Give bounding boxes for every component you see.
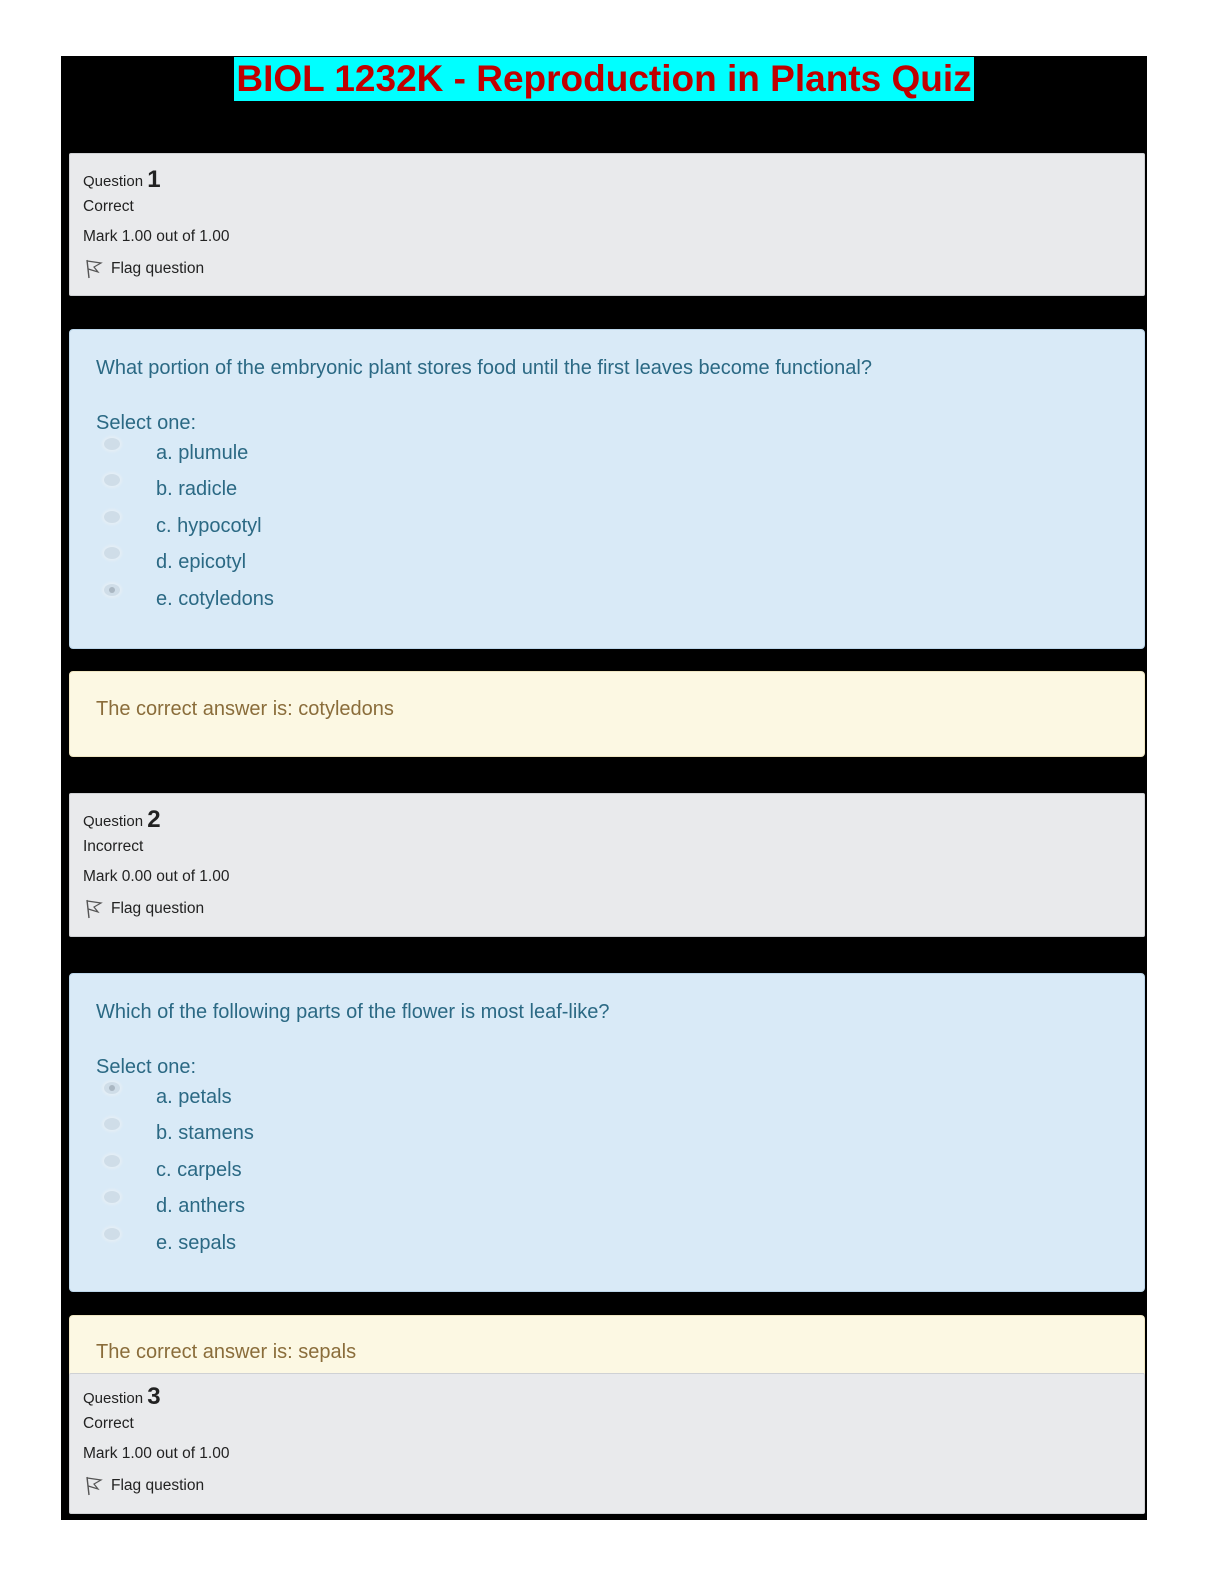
answer-radio[interactable] (104, 1191, 120, 1203)
question-grade: Mark 1.00 out of 1.00 (83, 1445, 230, 1462)
flag-question-link[interactable] (83, 892, 1131, 926)
question-number-line (83, 806, 1131, 832)
flag-label[interactable]: Flag question (111, 260, 205, 277)
question-label: Question (83, 813, 144, 830)
question-feedback-1 (69, 671, 1145, 757)
answer-options (96, 1085, 1118, 1267)
question-grade: Mark 0.00 out of 1.00 (83, 868, 230, 885)
question-label: Question (83, 173, 144, 190)
flag-icon (85, 1476, 103, 1496)
answer-option-label[interactable]: a. petals (156, 1086, 232, 1108)
question-text: Which of the following parts of the flower is most leaf-like? (96, 1001, 610, 1023)
quiz-page (61, 56, 1147, 1520)
question-number-line (83, 1383, 1131, 1409)
flag-label[interactable]: Flag question (111, 1477, 205, 1494)
flag-icon (85, 259, 103, 279)
answer-radio[interactable] (104, 438, 120, 450)
answer-option[interactable] (96, 1158, 1118, 1194)
question-label: Question (83, 1390, 144, 1407)
answer-radio[interactable] (104, 474, 120, 486)
question-number: 1 (147, 166, 161, 193)
answer-option-label[interactable]: b. radicle (156, 478, 238, 501)
question-formulation-1 (69, 329, 1145, 649)
answer-radio[interactable] (104, 547, 120, 559)
answer-option[interactable] (96, 587, 1118, 623)
answer-option-label[interactable]: a. plumule (156, 442, 249, 464)
radio-selected-dot (109, 587, 115, 593)
answer-option[interactable] (96, 441, 1118, 477)
answer-radio[interactable] (104, 1228, 120, 1240)
answer-option[interactable] (96, 477, 1118, 513)
correct-answer-text: The correct answer is: sepals (96, 1341, 357, 1363)
answer-radio[interactable] (104, 511, 120, 523)
answer-option-label[interactable]: c. hypocotyl (156, 514, 262, 537)
question-number: 2 (147, 806, 161, 833)
select-one-prompt: Select one: (96, 412, 197, 434)
question-state: Correct (83, 1415, 134, 1432)
answer-radio[interactable] (104, 584, 120, 596)
question-formulation-2 (69, 973, 1145, 1292)
question-number-line (83, 166, 1131, 192)
radio-selected-dot (109, 1085, 115, 1091)
question-text: What portion of the embryonic plant stores food until the first leaves become functional? (96, 357, 872, 379)
flag-icon (85, 899, 103, 919)
question-state: Correct (83, 198, 134, 215)
answer-option-label[interactable]: b. stamens (156, 1122, 254, 1145)
answer-radio[interactable] (104, 1155, 120, 1167)
answer-option[interactable] (96, 1231, 1118, 1267)
answer-options (96, 441, 1118, 623)
answer-option-label[interactable]: d. epicotyl (156, 551, 247, 574)
quiz-title: BIOL 1232K - Reproduction in Plants Quiz (236, 58, 972, 99)
answer-option[interactable] (96, 1194, 1118, 1230)
select-one-prompt: Select one: (96, 1056, 197, 1078)
answer-option-label[interactable]: e. cotyledons (156, 587, 274, 610)
question-state: Incorrect (83, 838, 144, 855)
flag-question-link[interactable] (83, 1469, 1131, 1503)
question-info-1 (69, 153, 1145, 296)
answer-radio[interactable] (104, 1118, 120, 1130)
answer-option[interactable] (96, 1121, 1118, 1157)
correct-answer-text: The correct answer is: cotyledons (96, 698, 394, 720)
question-number: 3 (147, 1383, 161, 1410)
answer-option-label[interactable]: d. anthers (156, 1195, 245, 1218)
flag-question-link[interactable] (83, 252, 1131, 286)
answer-option[interactable] (96, 550, 1118, 586)
flag-label[interactable]: Flag question (111, 900, 205, 917)
title-wrap (61, 56, 1147, 101)
answer-radio[interactable] (104, 1082, 120, 1094)
answer-option-label[interactable]: c. carpels (156, 1158, 242, 1181)
answer-option-label[interactable]: e. sepals (156, 1231, 237, 1254)
answer-option[interactable] (96, 1085, 1118, 1121)
question-grade: Mark 1.00 out of 1.00 (83, 228, 230, 245)
question-info-2 (69, 793, 1145, 937)
answer-option[interactable] (96, 514, 1118, 550)
question-info-3 (69, 1373, 1145, 1514)
